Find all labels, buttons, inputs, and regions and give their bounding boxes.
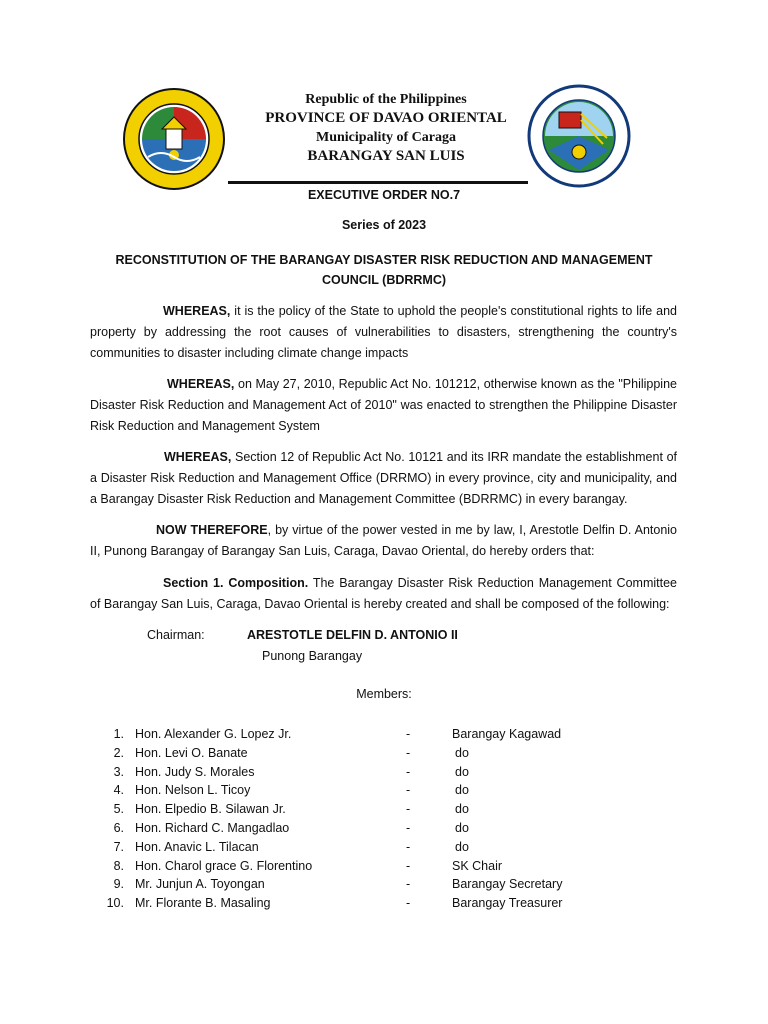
member-number: 4. (113, 783, 124, 798)
member-number: 6. (113, 820, 124, 835)
paragraph-text: on May 27, 2010, Republic Act No. 101212, otherwise known as the "Philippine Disaster Risk Reduction and Management Act of 2010" was enacted to strengthen the Philippine Disaster Risk Reduction and Management System (90, 377, 677, 433)
document-header (228, 90, 544, 166)
member-separator: - (406, 783, 411, 798)
member-separator: - (406, 858, 411, 873)
member-position: do (455, 839, 469, 854)
member-number: 10. (106, 896, 124, 911)
member-name: Mr. Florante B. Masaling (135, 896, 271, 911)
paragraph-text: The Barangay Disaster Risk Reduction Management Committee of Barangay San Luis, Caraga, Davao Oriental is hereby created and shall be composed of the following: (90, 576, 677, 611)
member-separator: - (406, 877, 411, 892)
member-number: 1. (113, 727, 124, 741)
member-position: do (455, 745, 469, 760)
member-position: do (455, 802, 469, 817)
member-position: do (455, 820, 469, 835)
executive-order-title: EXECUTIVE ORDER NO.7 (307, 188, 461, 202)
member-number: 7. (113, 839, 124, 854)
list-item (100, 821, 620, 840)
member-separator: - (406, 839, 411, 854)
member-number: 8. (113, 858, 124, 873)
member-position: SK Chair (452, 858, 503, 873)
list-item (100, 727, 620, 746)
member-separator: - (406, 802, 411, 817)
member-number: 3. (113, 764, 124, 779)
whereas-paragraph-2 (90, 374, 677, 437)
paragraph-lead: NOW THEREFORE (156, 523, 268, 537)
executive-order-subject: RECONSTITUTION OF THE BARANGAY DISASTER RISK REDUCTION AND MANAGEMENT COUNCIL (BDRRMC) (115, 253, 653, 287)
member-position: do (455, 783, 469, 798)
member-name: Mr. Junjun A. Toyongan (135, 877, 265, 892)
member-position: Barangay Treasurer (452, 896, 563, 911)
header-divider (228, 181, 528, 184)
header-province: PROVINCE OF DAVAO ORIENTAL (265, 110, 507, 126)
list-item (100, 783, 620, 802)
member-name: Hon. Elpedio B. Silawan Jr. (135, 802, 286, 817)
paragraph-text: it is the policy of the State to uphold the people's constitutional rights to life and property by addressing the root causes of vulnerabilities to disasters, strengthening the country's communities to disaster including climate change impacts (90, 304, 677, 360)
member-name: Hon. Judy S. Morales (135, 764, 255, 779)
paragraph-text: , by virtue of the power vested in me by law, I, Arestotle Delfin D. Antonio II, Punong Barangay of Barangay San Luis, Caraga, Davao Oriental, do hereby orders that: (90, 523, 678, 558)
list-item (100, 765, 620, 784)
municipality-seal (122, 87, 226, 191)
list-item (100, 859, 620, 878)
member-number: 9. (113, 877, 124, 892)
paragraph-lead: Section 1. Composition. (163, 576, 309, 590)
member-name: Hon. Nelson L. Ticoy (135, 783, 251, 798)
list-item (100, 746, 620, 765)
list-item (100, 840, 620, 859)
member-position: Barangay Kagawad (452, 727, 562, 741)
whereas-paragraph-1 (90, 301, 677, 364)
list-item (100, 877, 620, 896)
member-number: 5. (113, 802, 124, 817)
member-separator: - (406, 896, 411, 911)
paragraph-lead: WHEREAS, (167, 377, 235, 391)
header-barangay: BARANGAY SAN LUIS (307, 148, 465, 164)
header-municipality: Municipality of Caraga (316, 130, 456, 145)
member-name: Hon. Levi O. Banate (135, 745, 248, 760)
list-item (100, 896, 620, 915)
member-number: 2. (113, 745, 124, 760)
paragraph-lead: WHEREAS, (163, 304, 231, 318)
members-label: Members: (356, 687, 412, 701)
member-name: Hon. Charol grace G. Florentino (135, 858, 313, 873)
member-name: Hon. Richard C. Mangadlao (135, 820, 290, 835)
member-separator: - (406, 745, 411, 760)
section-1-composition (90, 573, 677, 615)
member-separator: - (406, 727, 411, 741)
member-separator: - (406, 820, 411, 835)
paragraph-text: Section 12 of Republic Act No. 10121 and its IRR mandate the establishment of a Disaster Risk Reduction and Management Office (DRRMO) in every province, city and municipality, and a Barangay Disaster Risk Reduction and Management Committee (BDRRMC) in every barangay. (90, 450, 677, 506)
member-name: Hon. Alexander G. Lopez Jr. (135, 727, 292, 741)
member-position: Barangay Secretary (452, 877, 563, 892)
member-separator: - (406, 764, 411, 779)
whereas-paragraph-3 (90, 447, 677, 510)
members-list (100, 727, 620, 915)
now-therefore-paragraph (90, 520, 677, 562)
member-position: do (455, 764, 469, 779)
header-republic: Republic of the Philippines (305, 92, 467, 107)
executive-order-series: Series of 2023 (341, 218, 427, 232)
chairman-name: ARESTOTLE DELFIN D. ANTONIO II (247, 628, 458, 642)
chairman-label: Chairman: (147, 628, 205, 642)
member-name: Hon. Anavic L. Tilacan (135, 839, 259, 854)
paragraph-lead: WHEREAS, (164, 450, 232, 464)
chairman-title: Punong Barangay (262, 649, 363, 663)
list-item (100, 802, 620, 821)
